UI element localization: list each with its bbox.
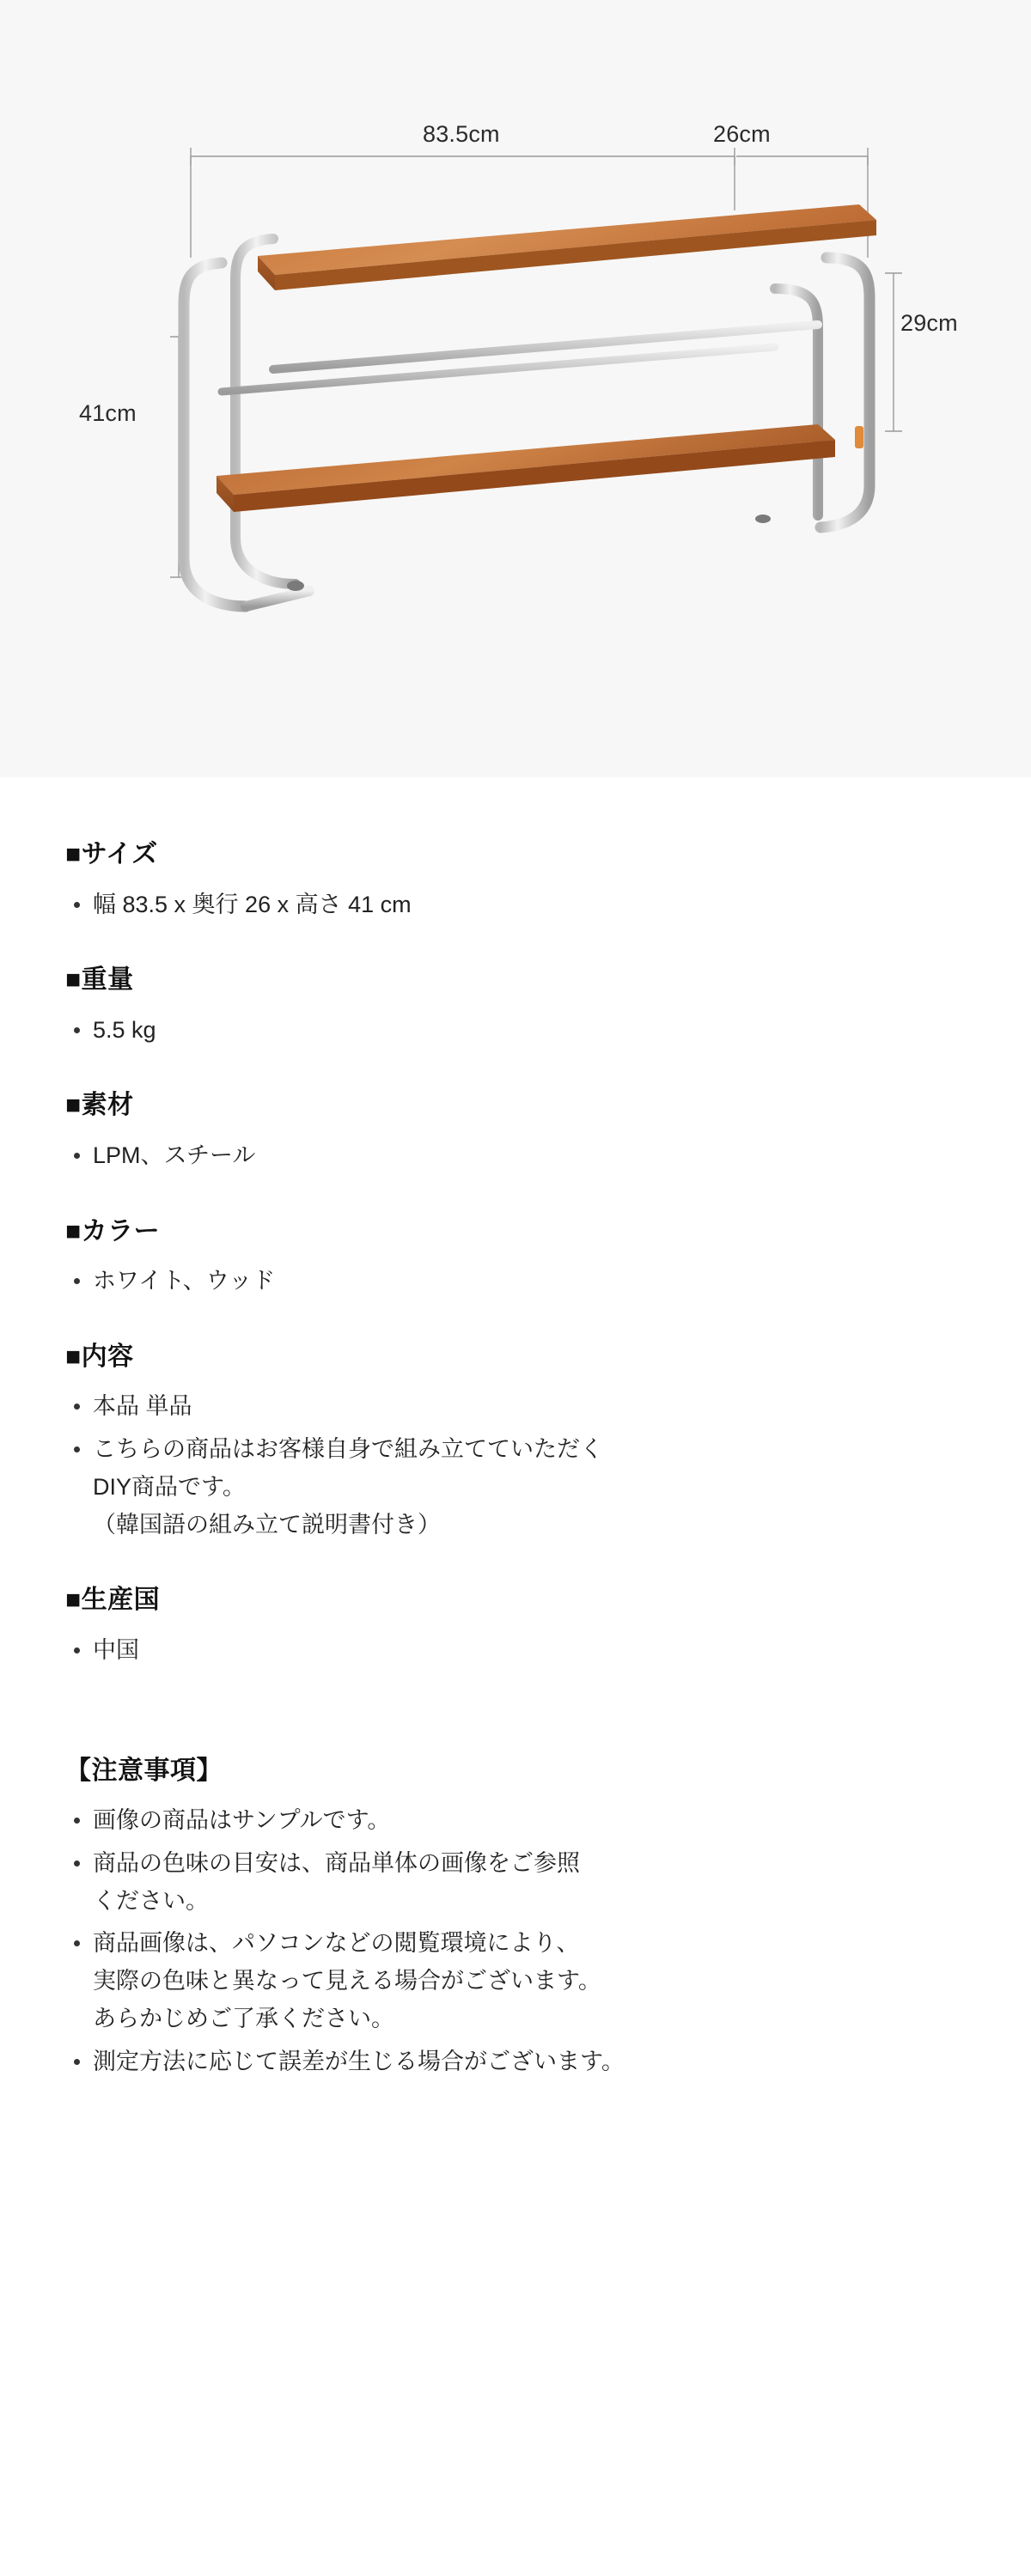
spec-section-origin [65,1583,966,1669]
spec-section-material [65,1088,966,1174]
dimension-label-depth: 26cm [713,121,771,147]
list-item: 5.5 kg [65,1012,966,1050]
section-list-color [65,1263,966,1300]
dimension-label-width: 83.5cm [423,121,500,147]
section-title-weight: ■重量 [65,965,134,995]
spec-section-size [65,837,966,923]
shelf-dimension-diagram [0,0,1031,777]
section-list-contents [65,1388,966,1544]
section-title-contents: ■内容 [65,1342,134,1371]
list-item: 商品画像は、パソコンなどの閲覧環境により、 実際の色味と異なって見える場合がございます。 あらかじめご了承ください。 [65,1925,966,2037]
list-item: 幅 83.5 x 奥行 26 x 高さ 41 cm [65,886,966,924]
spec-section-color [65,1215,966,1300]
shelf-illustration [184,204,876,606]
list-item: 画像の商品はサンプルです。 [65,1802,966,1840]
product-diagram-panel [0,0,1031,777]
upper-shelf-board [258,204,876,290]
spec-section-notice [65,1754,966,2081]
section-list-size [65,886,966,924]
section-title-origin: ■生産国 [65,1586,161,1615]
lower-shelf-board [217,424,835,512]
list-item: LPM、スチール [65,1137,966,1175]
section-list-weight [65,1012,966,1050]
list-item: 商品の色味の目安は、商品単体の画像をご参照 ください。 [65,1845,966,1920]
dimension-label-upper-height: 29cm [900,310,958,336]
list-item: ホワイト、ウッド [65,1263,966,1300]
spec-section-contents [65,1340,966,1544]
dimension-label-total-height: 41cm [79,400,137,426]
section-spacer [65,1709,966,1754]
section-title-notice: 【注意事項】 [65,1756,223,1785]
section-list-origin [65,1632,966,1670]
spec-section-weight [65,963,966,1049]
list-item: こちらの商品はお客様自身で組み立てていただく DIY商品です。 （韓国語の組み立て説明書付き） [65,1431,966,1544]
product-spec-content [0,777,1031,2197]
section-list-notice [65,1802,966,2080]
list-item: 中国 [65,1632,966,1670]
list-item: 本品 単品 [65,1388,966,1426]
list-item: 測定方法に応じて誤差が生じる場合がございます。 [65,2043,966,2081]
section-title-size: ■サイズ [65,840,158,868]
section-list-material [65,1137,966,1175]
section-title-material: ■素材 [65,1091,134,1120]
section-title-color: ■カラー [65,1216,161,1245]
